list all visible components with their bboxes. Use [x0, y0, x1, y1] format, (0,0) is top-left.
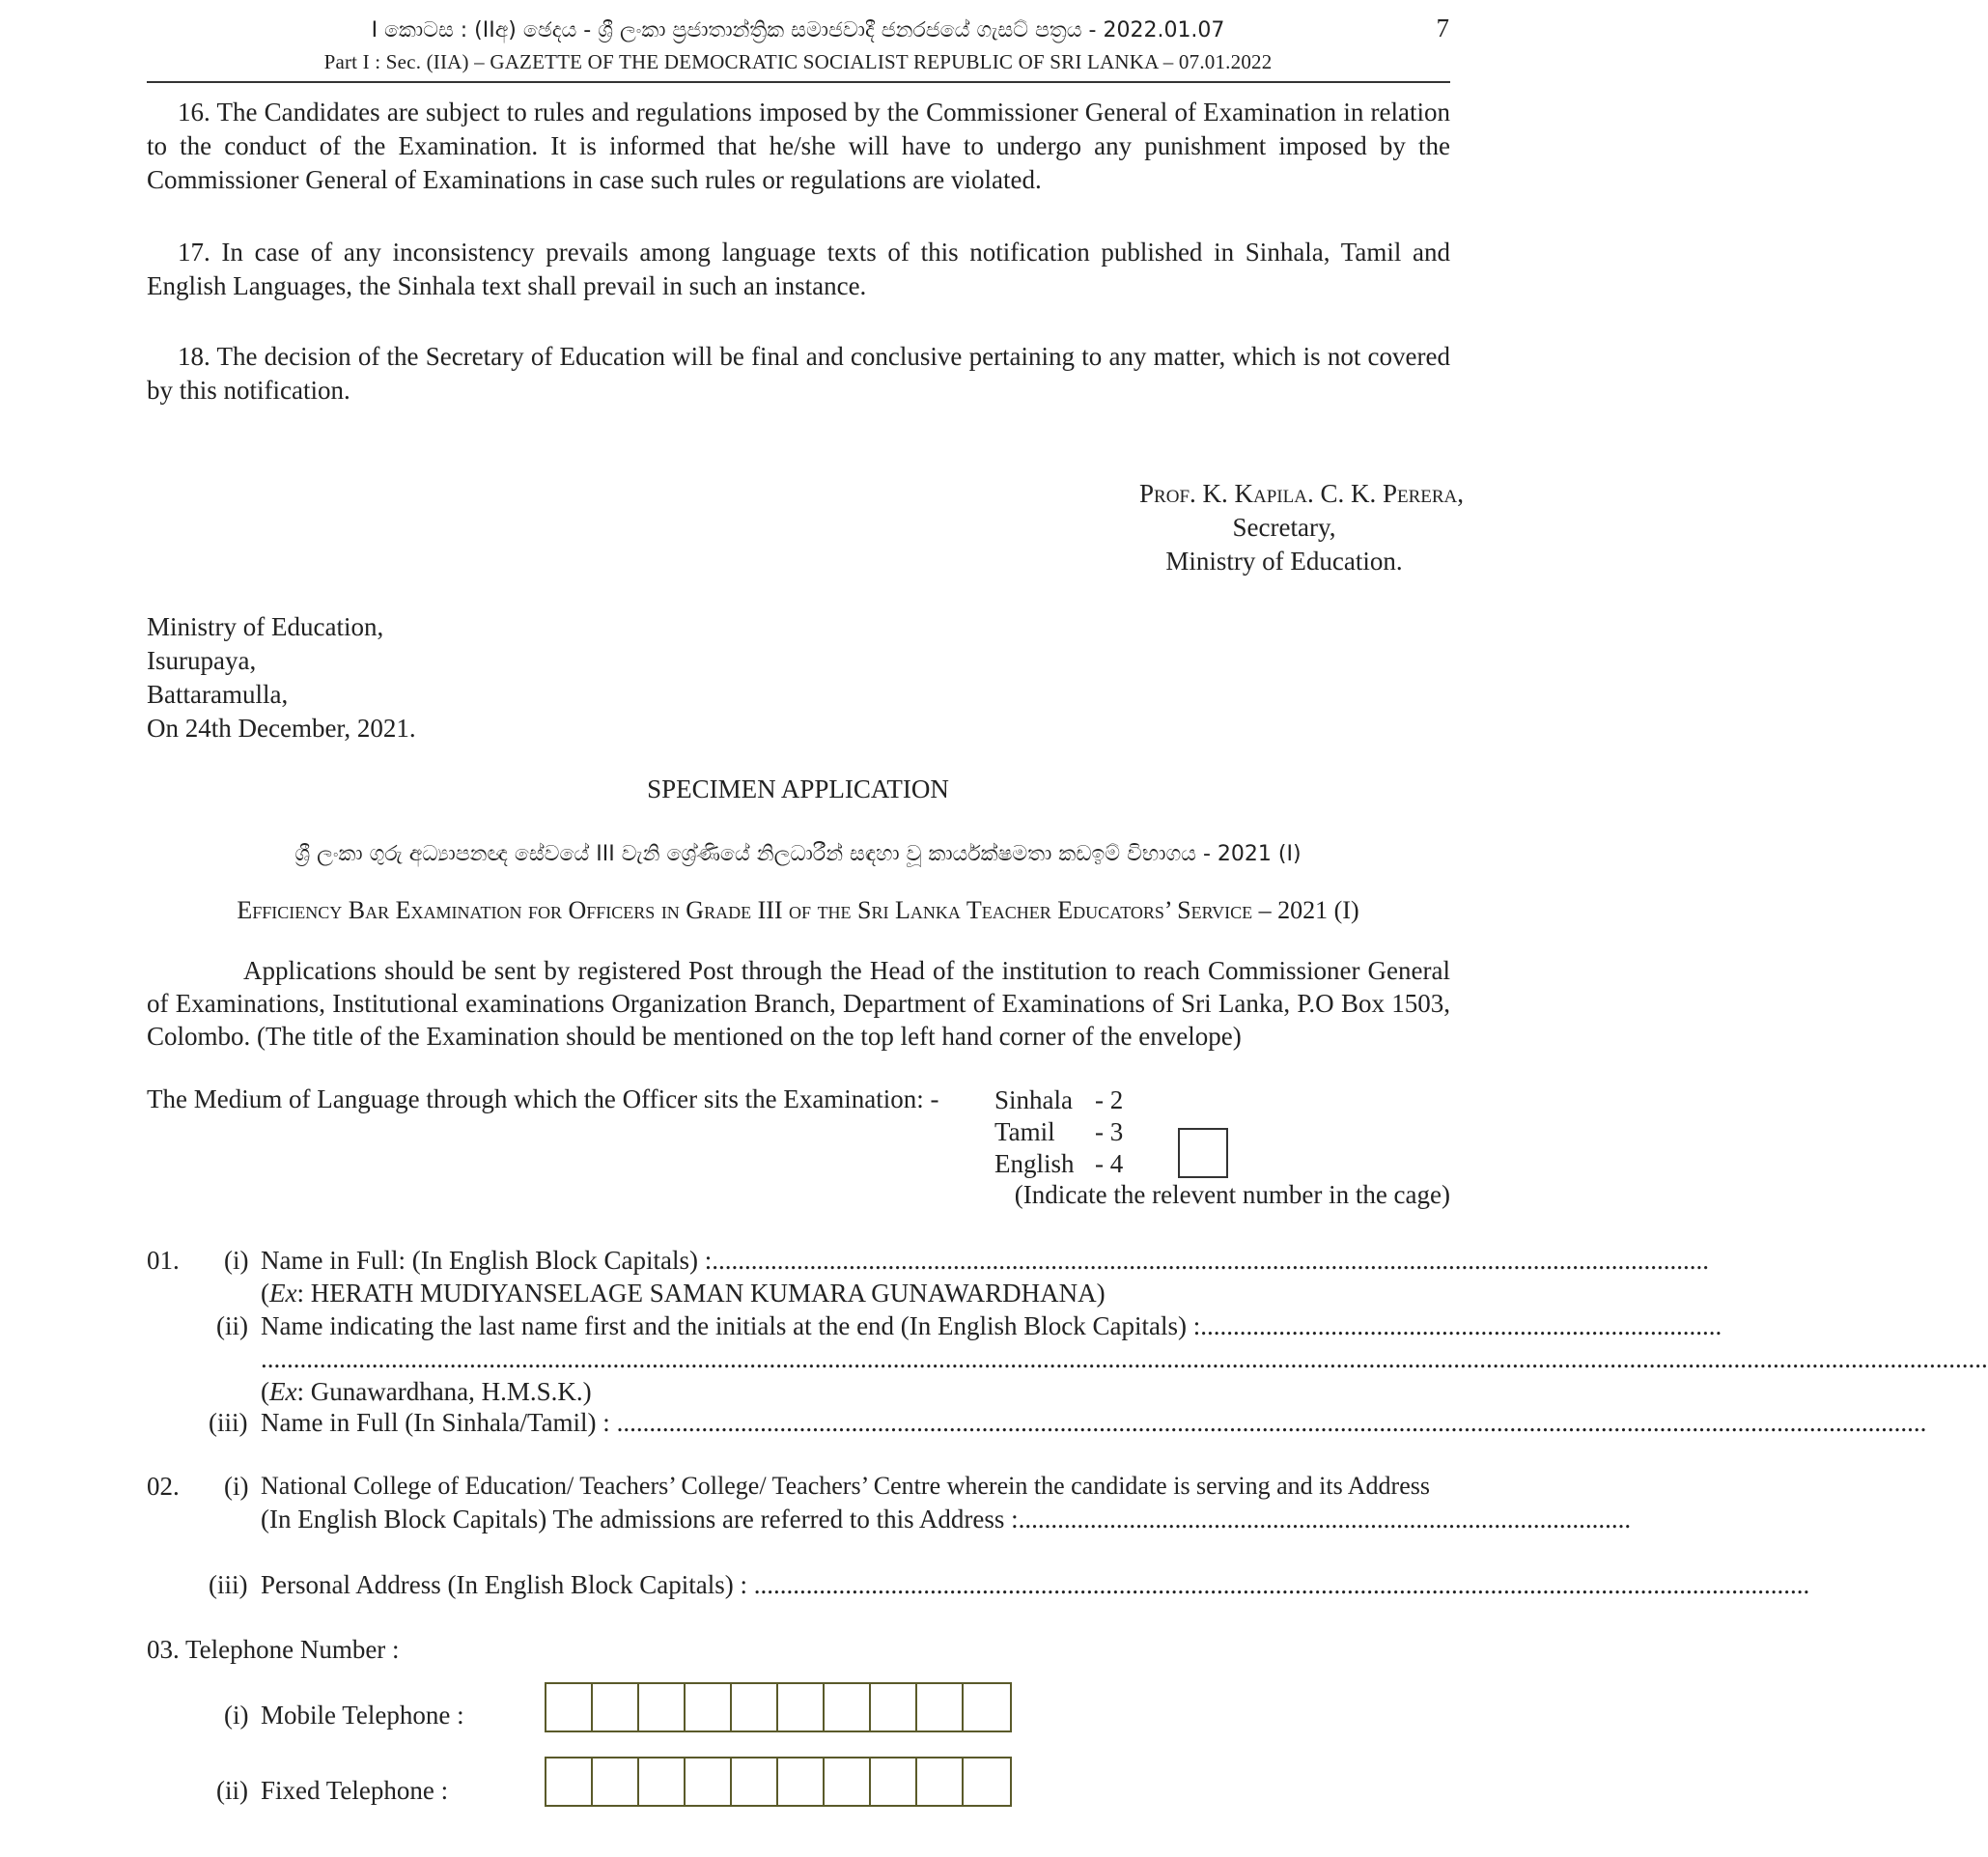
sinhala-exam-title: ශ්‍රී ලංකා ගුරු අධ්‍යාපනඥ සේවයේ III වැනි ශ්‍රේණියේ නිලධාරීන් සඳහා වූ කාර්යක්ෂමතා කඩඉම් විභාගය - 2021 (I): [294, 842, 1302, 866]
page-number: 7: [1436, 14, 1449, 42]
medium-option-english: English - 4: [994, 1149, 1124, 1178]
q02-iii-personal-address-field[interactable]: Personal Address (In English Block Capitals) : ..................................................................................................................................................................: [261, 1570, 1810, 1599]
mobile-digit-box[interactable]: [871, 1684, 917, 1730]
signatory-office: Ministry of Education.: [1165, 547, 1403, 576]
fixed-digit-box[interactable]: [732, 1759, 778, 1805]
paragraph-16-text: 16. The Candidates are subject to rules and regulations imposed by the Commissioner General of Examination in relation to the conduct of the Examination. It is informed that he/she will have to undergo any punishment imposed by the Commissioner General of Examinations in case such rules or regulations are violated.: [147, 98, 1450, 194]
fixed-telephone-boxes[interactable]: [545, 1757, 1012, 1807]
mobile-digit-box[interactable]: [639, 1684, 686, 1730]
q01-iii-number: (iii): [209, 1408, 248, 1437]
signatory-title: Secretary,: [1232, 513, 1336, 542]
sinhala-header-title: I කොටස : (IIඅ) ඡෙදය - ශ්‍රී ලංකා ප්‍රජාතාන්ත්‍රික සමාජවාදී ජනරජයේ ගැසට් පත්‍රය - 2022.01.07: [371, 18, 1225, 42]
paragraph-17-text: 17. In case of any inconsistency prevails among language texts of this notification published in Sinhala, Tamil and English Languages, the Sinhala text shall prevail in such an instance.: [147, 238, 1450, 300]
address-line-1: Ministry of Education,: [147, 612, 384, 641]
submission-instructions-text: Applications should be sent by registered Post through the Head of the institution to reach Commissioner General of Examinations, Institutional examinations Organization Branch, Department of Examinations of Sri Lanka, P.O Box 1503, Colombo. (The title of the Examination should be mentioned on the top left hand corner of the envelope): [147, 956, 1450, 1051]
medium-cage-note: (Indicate the relevent number in the cage): [1014, 1180, 1450, 1209]
medium-label: The Medium of Language through which the Officer sits the Examination: -: [147, 1084, 939, 1113]
address-date: On 24th December, 2021.: [147, 714, 416, 743]
fixed-digit-box[interactable]: [593, 1759, 639, 1805]
q02-i-college-label: National College of Education/ Teachers’ College/ Teachers’ Centre wherein the candidate is serving and its Address: [261, 1472, 1430, 1500]
medium-option-sinhala: Sinhala - 2: [994, 1085, 1124, 1114]
signatory-name: Prof. K. Kapila. C. K. Perera,: [1139, 479, 1464, 508]
paragraph-16: [147, 96, 1450, 197]
q02-iii-number: (iii): [209, 1570, 248, 1599]
mobile-digit-box[interactable]: [917, 1684, 964, 1730]
english-exam-title: Efficiency Bar Examination for Officers in Grade III of the Sri Lanka Teacher Educators’ Service – 2021 (I): [237, 896, 1359, 924]
mobile-digit-box[interactable]: [546, 1684, 593, 1730]
fixed-digit-box[interactable]: [778, 1759, 825, 1805]
q03-fixed-number-marker: (ii): [216, 1776, 248, 1805]
medium-options: [994, 1084, 1123, 1180]
fixed-digit-box[interactable]: [825, 1759, 871, 1805]
paragraph-18: [147, 340, 1450, 408]
fixed-digit-box[interactable]: [871, 1759, 917, 1805]
fixed-digit-box[interactable]: [964, 1759, 1010, 1805]
mobile-telephone-boxes[interactable]: [545, 1682, 1012, 1732]
q03-mobile-number-marker: (i): [224, 1701, 249, 1730]
q03-fixed-label: Fixed Telephone :: [261, 1776, 449, 1805]
q02-i-number: (i): [224, 1472, 249, 1501]
q01-ii-continuation-line[interactable]: .........................................................................................................................................................................................................................................................................: [261, 1344, 1988, 1373]
mobile-digit-box[interactable]: [964, 1684, 1010, 1730]
q03-telephone-label: 03. Telephone Number :: [147, 1635, 400, 1664]
mobile-digit-box[interactable]: [732, 1684, 778, 1730]
medium-cage-input[interactable]: [1178, 1128, 1228, 1178]
q01-ii-number: (ii): [216, 1311, 248, 1340]
issuing-address: [147, 610, 416, 746]
mobile-digit-box[interactable]: [593, 1684, 639, 1730]
fixed-digit-box[interactable]: [639, 1759, 686, 1805]
q01-ii-name-initials-field[interactable]: Name indicating the last name first and the initials at the end (In English Block Capitals) :................................................................................: [261, 1311, 1722, 1340]
q01-i-example: (Ex: HERATH MUDIYANSELAGE SAMAN KUMARA GUNAWARDHANA): [261, 1279, 1106, 1308]
paragraph-18-text: 18. The decision of the Secretary of Education will be final and conclusive pertaining to any matter, which is not covered by this notification.: [147, 342, 1450, 405]
address-line-3: Battaramulla,: [147, 680, 289, 709]
paragraph-17: [147, 236, 1450, 303]
gazette-header-english: Part I : Sec. (IIA) – GAZETTE OF THE DEMOCRATIC SOCIALIST REPUBLIC OF SRI LANKA – 07.01.2022: [323, 50, 1273, 73]
header-divider: [147, 81, 1450, 83]
q02-i-college-address-field[interactable]: (In English Block Capitals) The admissions are referred to this Address :..............................................................................................: [261, 1505, 1632, 1533]
q01-i-full-name-field[interactable]: Name in Full: (In English Block Capitals) :.........................................................................................................................................................: [261, 1246, 1709, 1275]
q01-i-number: (i): [224, 1246, 249, 1275]
mobile-digit-box[interactable]: [778, 1684, 825, 1730]
fixed-digit-box[interactable]: [546, 1759, 593, 1805]
fixed-digit-box[interactable]: [917, 1759, 964, 1805]
mobile-digit-box[interactable]: [686, 1684, 732, 1730]
medium-option-tamil: Tamil - 3: [994, 1117, 1124, 1146]
q03-mobile-label: Mobile Telephone :: [261, 1701, 464, 1730]
address-line-2: Isurupaya,: [147, 646, 257, 675]
q01-number: 01.: [147, 1246, 180, 1275]
q02-number: 02.: [147, 1472, 180, 1501]
submission-instructions: [147, 954, 1450, 1053]
signature-block: [1072, 477, 1497, 578]
mobile-digit-box[interactable]: [825, 1684, 871, 1730]
fixed-digit-box[interactable]: [686, 1759, 732, 1805]
q01-ii-example: (Ex: Gunawardhana, H.M.S.K.): [261, 1377, 592, 1406]
specimen-heading: SPECIMEN APPLICATION: [647, 774, 949, 803]
gazette-header-sinhala: [0, 14, 1596, 43]
q01-iii-name-sinhala-tamil-field[interactable]: Name in Full (In Sinhala/Tamil) : .........................................................................................................................................................................................................: [261, 1408, 1927, 1437]
